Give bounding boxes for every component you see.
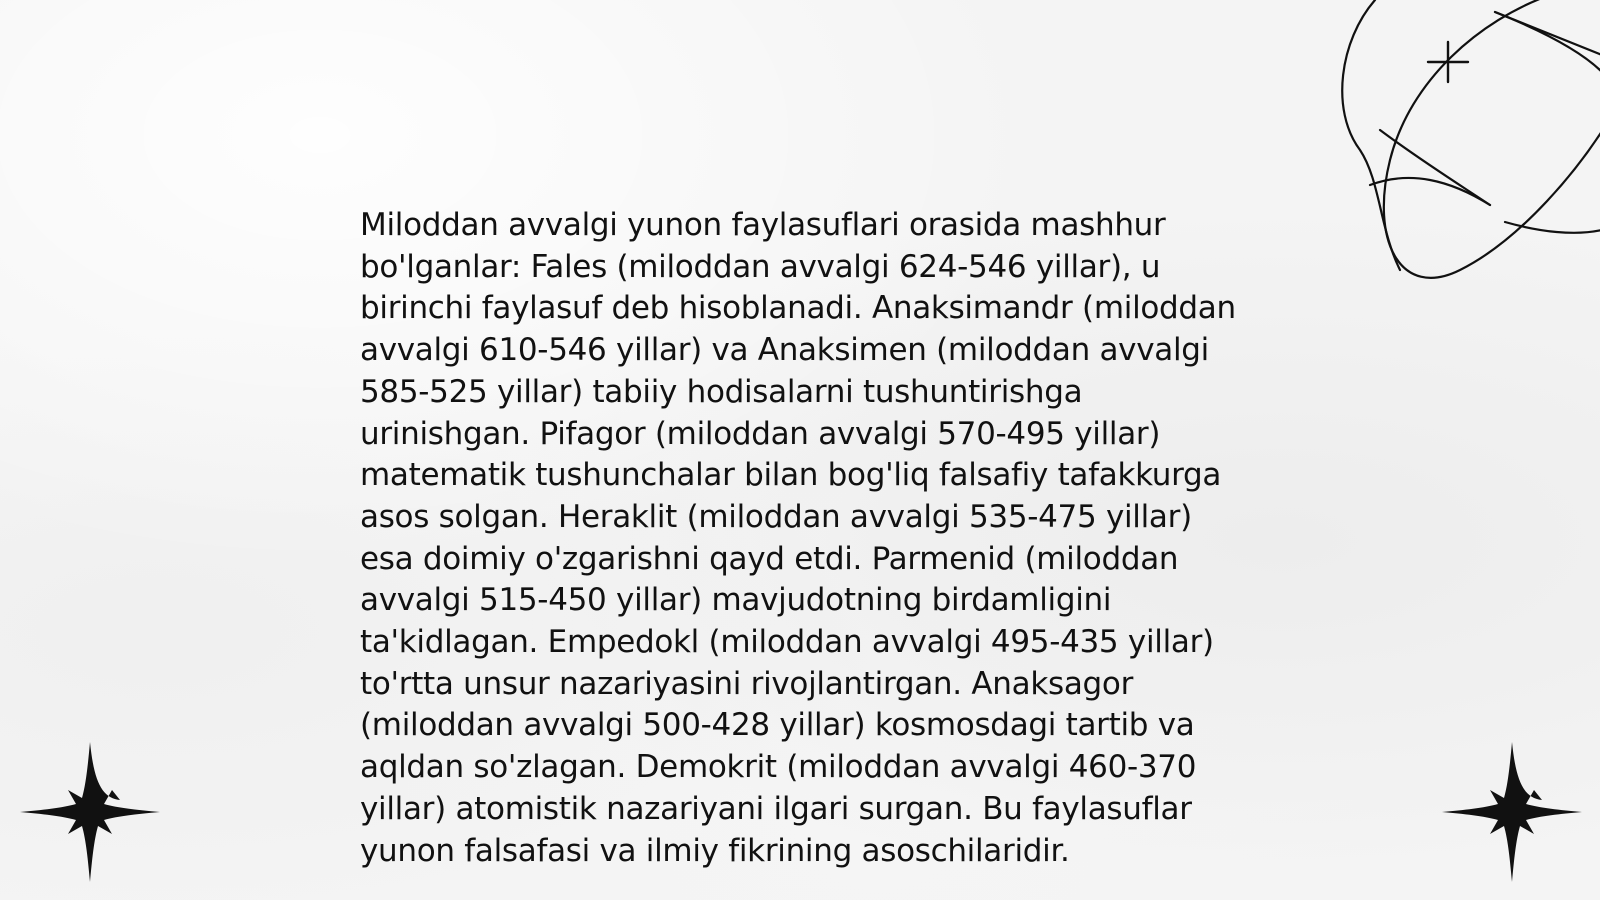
four-point-star-icon [18, 740, 162, 884]
body-paragraph: Miloddan avvalgi yunon faylasuflari orasida mashhur bo'lganlar: Fales (miloddan avvalgi 624-546 yillar), u birinchi faylasuf deb hisoblanadi. Anaksimandr (miloddan avvalgi 610-546 yillar) va Anaksimen (miloddan avvalgi 585-525 yillar) tabiiy hodisalarni tushuntirishga urinishgan. Pifagor (miloddan avvalgi 570-495 yillar) matematik tushunchalar bilan bog'liq falsafiy tafakkurga asos solgan. Heraklit (miloddan avvalgi 535-475 yillar) esa doimiy o'zgarishni qayd etdi. Parmenid (miloddan avvalgi 515-450 yillar) mavjudotning birdamligini ta'kidlagan. Empedokl (miloddan avvalgi 495-435 yillar) to'rtta unsur nazariyasini rivojlantirgan. Anaksagor (miloddan avvalgi 500-428 yillar) kosmosdagi tartib va aqldan so'zlagan. Demokrit (miloddan avvalgi 460-370 yillar) atomistik nazariyani ilgari surgan. Bu faylasuflar yunon falsafasi va ilmiy fikrining asoschilaridir. [360, 207, 1236, 869]
four-point-star-icon [1440, 740, 1584, 884]
orbit-lines-icon [1340, 0, 1600, 300]
